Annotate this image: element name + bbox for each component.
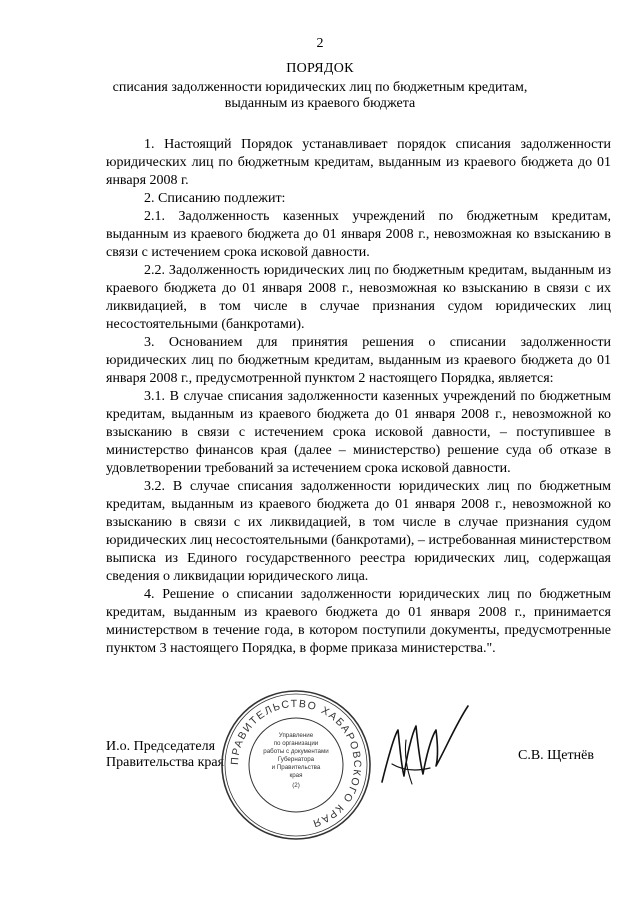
- paragraph-2-2: 2.2. Задолженность юридических лиц по бюджетным кредитам, выданным из краевого бюджета до 01 января 2008 г., невозможная ко взысканию в связи с их ликвидацией, в том числе в случае признания судом юридических лиц несостоятельными (банкротами).: [106, 263, 611, 332]
- svg-text:и Правительства: и Правительства: [271, 764, 321, 771]
- subtitle-line: списания задолженности юридических лиц по бюджетным кредитам,: [112, 80, 528, 95]
- paragraph-3: 3. Основанием для принятия решения о списании задолженности юридических лиц по бюджетным кредитам, выданным из краевого бюджета до 01 января 2008 г., предусмотренной пунктом 2 настоящего Порядка, является:: [106, 335, 611, 386]
- position-line: И.о. Председателя: [106, 739, 216, 754]
- position-line: Правительства края: [106, 755, 225, 770]
- handwritten-signature: [376, 700, 472, 792]
- page-number: 2: [316, 36, 324, 51]
- seal-inner-text: [263, 732, 329, 789]
- paragraph-1: 1. Настоящий Порядок устанавливает порядок списания задолженности юридических лиц по бюджетным кредитам, выданным из краевого бюджета до 01 января 2008 г.: [106, 137, 611, 188]
- official-seal: [218, 687, 374, 843]
- svg-text:Губернатора: Губернатора: [277, 756, 315, 763]
- paragraph-4: 4. Решение о списании задолженности юридических лиц по бюджетным кредитам, выданным из краевого бюджета до 01 января 2008 г., принимается министерством в течение года, в котором поступили документы, предусмотренные пунктом 3 настоящего Порядка, в форме приказа министерства.".: [106, 587, 611, 656]
- svg-text:(2): (2): [292, 782, 300, 789]
- paragraph-3-1: 3.1. В случае списания задолженности казенных учреждений по бюджетным кредитам, выданным из краевого бюджета до 01 января 2008 г., невозможной ко взысканию в связи с истечением срока исковой давности, – поступившее в министерство финансов края (далее – министерство) решение суда об отказе в удовлетворении требований за истечением срока исковой давности.: [106, 389, 611, 476]
- seal-outer-text: ПРАВИТЕЛЬСТВО ХАБАРОВСКОГО КРАЯ: [228, 697, 364, 830]
- document-title: ПОРЯДОК: [286, 61, 354, 76]
- document-body: [106, 136, 611, 658]
- subtitle-line: выданным из краевого бюджета: [224, 96, 416, 111]
- signatory-name: С.В. Щетнёв: [518, 748, 594, 763]
- document-subtitle: [0, 80, 640, 112]
- paragraph-2: 2. Списанию подлежит:: [144, 191, 286, 206]
- svg-text:края: края: [289, 772, 303, 779]
- paragraph-3-2: 3.2. В случае списания задолженности юридических лиц по бюджетным кредитам, выданным из краевого бюджета до 01 января 2008 г., невозможной ко взысканию в связи с их ликвидацией, в том числе в случае признания судом юридических лиц несостоятельными (банкротами), – истребованная министерством выписка из Единого государственного реестра юридических лиц, содержащая сведения о ликвидации юридического лица.: [106, 479, 611, 584]
- svg-text:по организации: по организации: [273, 740, 319, 747]
- signatory-position: [106, 739, 224, 771]
- svg-text:работы с документами: работы с документами: [263, 748, 329, 755]
- paragraph-2-1: 2.1. Задолженность казенных учреждений по бюджетным кредитам, выданным из краевого бюджета до 01 января 2008 г., невозможная ко взысканию в связи с истечением срока исковой давности.: [106, 209, 611, 260]
- svg-text:Управление: Управление: [278, 732, 314, 739]
